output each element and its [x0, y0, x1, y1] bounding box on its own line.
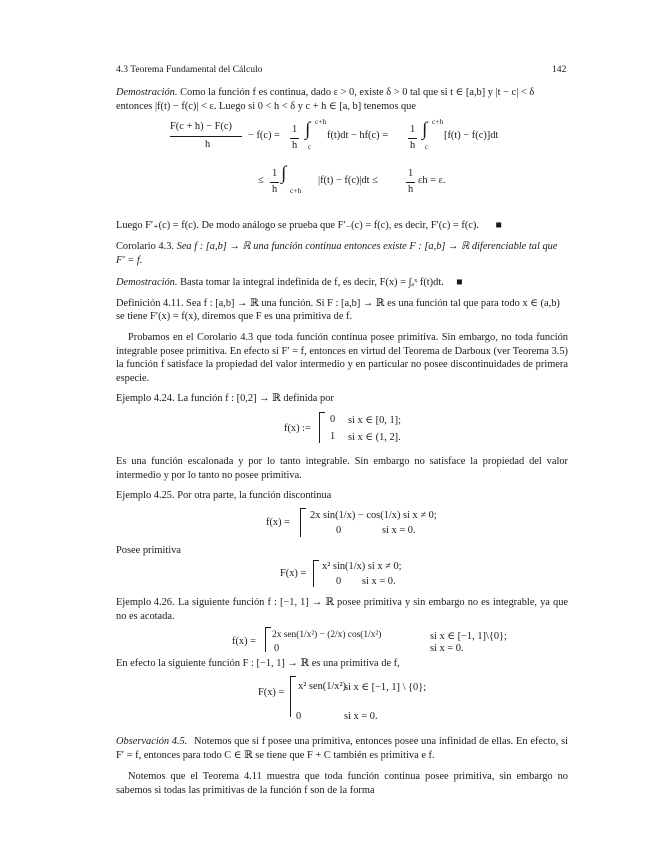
example-4-24-line [116, 392, 334, 405]
ex2-case2-cond: si x = 0. [382, 525, 416, 536]
ex2-lhs: f(x) = [266, 517, 291, 528]
eq1-right-integral-sign: ∫ [422, 119, 428, 140]
eq1-mid-frac-num: 1 [292, 124, 298, 135]
eq1-right-int-lower: c [425, 142, 429, 151]
eq2-frac-num: 1 [272, 168, 278, 179]
eq2-integral-sign: ∫ [281, 163, 287, 184]
remark-text: Notemos que si f posee una primitiva, entonces posee una infinidad de ellas. En efecto, si F′ = f, entonces para todo C ∈ ℝ se tiene que F + C también es primitiva e f. [116, 736, 568, 761]
remark-label: Observación 4.5. [116, 736, 188, 747]
eq1-right-body: [f(t) − f(c)]dt [444, 130, 499, 141]
eq1-right-frac-num: 1 [410, 124, 416, 135]
proof-label: Demostración. [116, 87, 178, 98]
eq2-end-frac-den: h [408, 184, 414, 195]
eq1-left-numerator: F(c + h) − F(c) [170, 121, 232, 132]
corollary-text: Sea f : [a,b] → ℝ una función continua entonces existe F : [a,b] → ℝ diferenciable tal que [176, 241, 558, 252]
example-4-25-line [116, 489, 331, 502]
ex3-F-case2-cond: si x = 0. [344, 711, 378, 722]
eq2-frac-den: h [272, 184, 278, 195]
qed-mark: ■ [495, 220, 502, 231]
corollary-line1 [116, 240, 557, 253]
eq1-right-int-upper: c+h [432, 117, 444, 126]
eq1-left-fraction-bar [170, 136, 242, 137]
proof-paragraph-line1 [116, 86, 534, 99]
ex3-case1: 2x sen(1/x²) − (2/x) cos(1/x²) [272, 630, 382, 640]
ex2-F-brace [313, 560, 319, 587]
ex3-lhs: f(x) = [232, 636, 257, 647]
proof2-text: Basta tomar la integral indefinida de f, es decir, F(x) = ∫ₐˣ f(t)dt. [180, 277, 444, 288]
eq2-body: |f(t) − f(c)|dt ≤ [318, 175, 378, 186]
eq1-right-frac-bar [408, 138, 417, 139]
ex1-case1-cond: si x ∈ [0, 1]; [348, 415, 402, 426]
paragraph-closing: Notemos que el Teorema 4.11 muestra que toda función continua posee primitiva, sin embargo no sabemos si todas las primitivas de la función f son de la forma [116, 771, 568, 796]
definition-label: Definición 4.11. [116, 298, 184, 309]
example-4-24-label: Ejemplo 4.24. [116, 393, 175, 404]
eq1-mid-body: f(t)dt − hf(c) = [327, 130, 389, 141]
eq1-mid-frac-bar [290, 138, 299, 139]
eq1-right-frac-den: h [410, 140, 416, 151]
paragraph-primitives: Probamos en el Corolario 4.3 que toda función continua posee primitiva. Sin embargo, no toda función integrable posee primitiva. En efecto si F′ = f, entonces en virtud del Teorema de Darboux (ver Teorema 3.5) la función f satisface la propiedad del valor intermedio y en particular no posee discontinuidades de primera especie. [116, 332, 568, 384]
qed-mark-2: ■ [456, 277, 463, 288]
ex3-F-case2-val: 0 [296, 711, 302, 722]
proof2-line [116, 276, 463, 289]
ex2-F-case2-val: 0 [336, 576, 342, 587]
eq2-int-lower: c+h [290, 186, 302, 195]
example-4-24-text: La función f : [0,2] → ℝ definida por [177, 393, 334, 404]
ex3-F-lhs: F(x) = [258, 687, 285, 698]
ex2-F-lhs: F(x) = [280, 568, 307, 579]
ex2-brace [300, 508, 306, 537]
ex3-case1-cond: si x ∈ [−1, 1]\{0}; [430, 631, 507, 642]
proof2-label: Demostración. [116, 277, 178, 288]
ex2-case1: 2x sin(1/x) − cos(1/x) si x ≠ 0; [310, 510, 437, 521]
example-4-25-text: Por otra parte, la función discontinua [177, 490, 332, 501]
ex1-lhs: f(x) := [284, 423, 311, 434]
definition-line1-text: Sea f : [a,b] → ℝ una función. Si F : [a,b] → ℝ es una función tal que para todo x ∈ (a,b) [186, 298, 560, 309]
example-4-26-after: En efecto la siguiente función F : [−1, 1] → ℝ es una primitiva de f, [116, 658, 400, 669]
ex2-F-case2-cond: si x = 0. [362, 576, 396, 587]
eq2-end: εh = ε. [418, 175, 446, 186]
ex3-brace [265, 627, 271, 652]
page-number: 142 [552, 64, 567, 75]
example-4-26-text: La siguiente función f : [−1, 1] → ℝ posee primitiva y sin embargo no es integrable, ya que no es acotada. [116, 597, 568, 622]
proof-line1-text: Como la función f es continua, dado ε > 0, existe δ > 0 tal que si t ∈ [a,b] y |t − c| < δ [180, 87, 535, 98]
ex3-case2-cond: si x = 0. [430, 643, 464, 654]
proof-end-line [116, 219, 502, 232]
running-header-section: 4.3 Teorema Fundamental del Cálculo [116, 64, 263, 75]
proof-line2: entonces |f(t) − f(c)| < ε. Luego si 0 < h < δ y c + h ∈ [a, b] tenemos que [116, 101, 416, 112]
corollary-label: Corolario 4.3. [116, 241, 175, 252]
eq2-le: ≤ [258, 175, 264, 186]
ex1-case2-cond: si x ∈ (1, 2]. [348, 432, 401, 443]
example-4-24-after: Es una función escalonada y por lo tanto integrable. Sin embargo no satisface la propiedad del valor intermedio y por lo tanto no posee primitiva. [116, 456, 568, 481]
ex1-case2-val: 1 [330, 431, 336, 442]
eq2-end-frac-num: 1 [408, 168, 414, 179]
eq1-minus-fc: − f(c) = [248, 130, 280, 141]
eq1-left-denominator: h [205, 139, 211, 150]
ex3-F-case1: x² sen(1/x²) [298, 681, 347, 692]
example-4-26-label: Ejemplo 4.26. [116, 597, 175, 608]
eq1-int-upper: c+h [315, 117, 327, 126]
eq2-end-frac-bar [406, 182, 415, 183]
eq1-int-lower: c [308, 142, 312, 151]
definition-line2: se tiene F′(x) = f(x), diremos que F es una primitiva de f. [116, 311, 353, 322]
posee-primitiva: Posee primitiva [116, 545, 181, 556]
ex3-F-case1-cond: si x ∈ [−1, 1] \ {0}; [344, 682, 427, 693]
proof-end-text: Luego F′₊(c) = f(c). De modo análogo se prueba que F′₋(c) = f(c), es decir, F′(c) = f(c). [116, 220, 479, 231]
definition-line1 [116, 297, 560, 310]
ex1-case1-val: 0 [330, 414, 336, 425]
corollary-line2: F′ = f. [116, 255, 143, 266]
eq1-mid-frac-den: h [292, 140, 298, 151]
eq1-integral-sign: ∫ [305, 119, 311, 140]
ex1-brace [319, 412, 325, 443]
example-4-25-label: Ejemplo 4.25. [116, 490, 175, 501]
ex2-case2-val: 0 [336, 525, 342, 536]
eq2-frac-bar [270, 182, 279, 183]
ex3-case2-val: 0 [274, 643, 280, 654]
ex2-F-case1: x² sin(1/x) si x ≠ 0; [322, 561, 402, 572]
